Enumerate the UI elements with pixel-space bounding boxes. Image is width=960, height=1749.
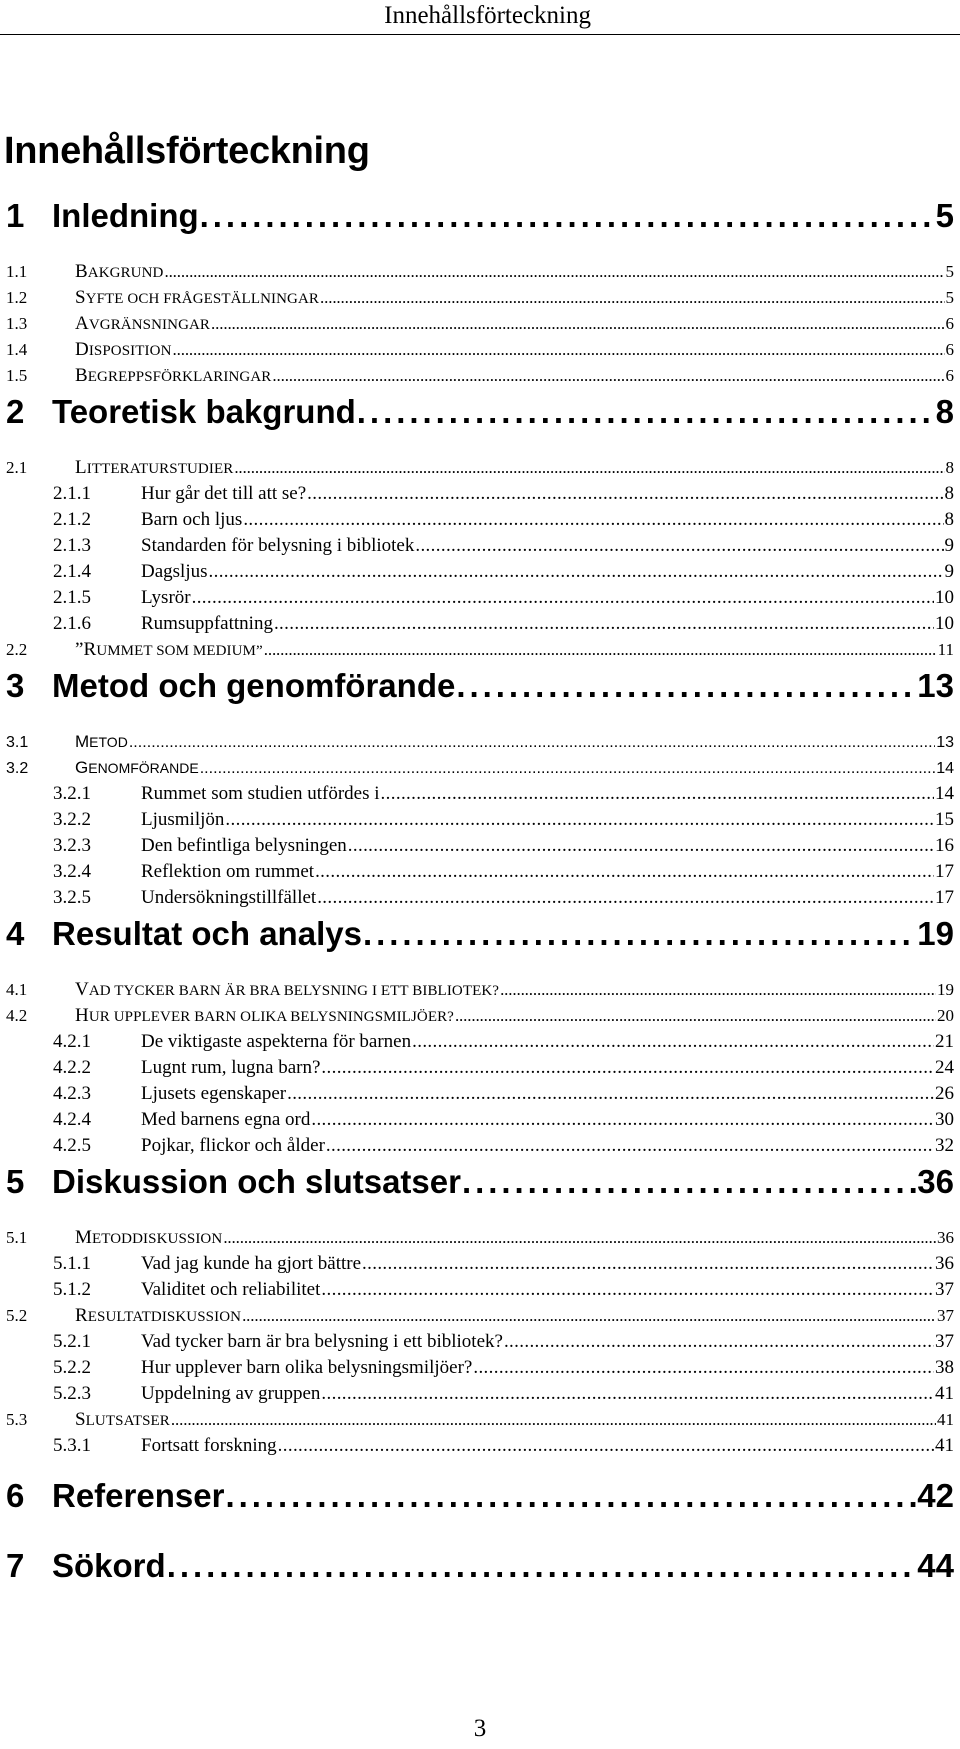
toc-leader-dots [242, 1302, 936, 1330]
toc-entry-title: Rummet som studien utfördes i [141, 783, 380, 804]
toc-entry-title: Undersökningstillfället [141, 887, 317, 908]
toc-entry-page: 38 [935, 1357, 954, 1378]
toc-entry[interactable] [6, 1541, 954, 1591]
toc-entry-page: 17 [935, 861, 954, 882]
toc-leader-dots [200, 191, 935, 241]
toc-entry-page: 36 [917, 1163, 954, 1200]
toc-entry-number: 2 [6, 393, 25, 430]
toc-entry[interactable] [53, 1380, 954, 1408]
toc-entry-number: 2.2 [6, 640, 28, 659]
toc-entry[interactable] [53, 806, 954, 834]
toc-entry-number: 1.1 [6, 262, 28, 281]
toc-leader-dots [357, 387, 935, 437]
toc-entry-title: Vad tycker barn är bra belysning i ett bibliotek? [141, 1331, 503, 1352]
toc-entry-page: 36 [937, 1228, 954, 1247]
toc-leader-dots [412, 1028, 934, 1056]
toc-entry[interactable] [53, 884, 954, 912]
toc-entry-number: 4.2 [6, 1006, 28, 1025]
toc-leader-dots [326, 1132, 934, 1160]
toc-entry-number: 1.3 [6, 314, 28, 333]
toc-entry-page: 13 [917, 667, 954, 704]
toc-entry-title: LITTERATURSTUDIER [75, 457, 234, 478]
toc-entry-title: De viktigaste aspekterna för barnen [141, 1031, 412, 1052]
toc-entry-number: 3 [6, 667, 25, 704]
toc-entry-page: 36 [935, 1253, 954, 1274]
toc-entry-number: 7 [6, 1547, 25, 1584]
toc-entry-title: Lugnt rum, lugna barn? [141, 1057, 321, 1078]
toc-entry-title: Lysrör [141, 587, 191, 608]
toc-entry-page: 41 [935, 1435, 954, 1456]
page-number-value: 3 [473, 1715, 487, 1742]
toc-entry-page: 10 [935, 587, 954, 608]
toc-entry-number: 4.2.4 [53, 1109, 91, 1130]
toc-entry-page: 6 [945, 366, 954, 385]
toc-entry-title: DISPOSITION [75, 339, 172, 360]
toc-leader-dots [320, 284, 944, 312]
toc-entry-number: 3.2.1 [53, 783, 91, 804]
toc-leader-dots [315, 858, 934, 886]
toc-entry-title: Sökord [52, 1547, 166, 1584]
toc-leader-dots [223, 1224, 936, 1252]
toc-entry-page: 6 [945, 340, 954, 359]
toc-entry[interactable] [53, 1250, 954, 1278]
toc-leader-dots [473, 1354, 934, 1382]
toc-entry-number: 4.2.1 [53, 1031, 91, 1052]
toc-entry-page: 17 [935, 887, 954, 908]
toc-entry-title: Reflektion om rummet [141, 861, 315, 882]
toc-entry-number: 1.5 [6, 366, 28, 385]
toc-entry[interactable] [53, 1080, 954, 1108]
toc-entry-title: Resultat och analys [52, 915, 362, 952]
toc-entry-title: BAKGRUND [75, 261, 164, 282]
toc-entry-page: 30 [935, 1109, 954, 1130]
toc-leader-dots [278, 1432, 934, 1460]
toc-entry-title: SYFTE OCH FRÅGESTÄLLNINGAR [75, 287, 320, 308]
toc-entry-number: 5.2.3 [53, 1383, 91, 1404]
toc-entry-page: 14 [936, 760, 954, 777]
toc-entry-title: METOD [75, 732, 128, 751]
toc-entry-title: GENOMFÖRANDE [75, 758, 199, 777]
toc-entry-number: 1.2 [6, 288, 28, 307]
toc-entry[interactable] [53, 1276, 954, 1304]
toc-entry-number: 4.2.5 [53, 1135, 91, 1156]
toc-entry-title: Inledning [52, 197, 199, 234]
toc-entry-page: 11 [937, 640, 954, 659]
toc-entry-title: Referenser [52, 1477, 225, 1514]
toc-entry-number: 5 [6, 1163, 25, 1200]
toc-entry-page: 19 [917, 915, 954, 952]
toc-leader-dots [225, 806, 934, 834]
toc-entry-title: METODDISKUSSION [75, 1227, 223, 1248]
toc-leader-dots [321, 1054, 934, 1082]
toc-entry-title: Rumsuppfattning [141, 613, 273, 634]
toc-entry[interactable] [53, 558, 954, 586]
toc-leader-dots [287, 1080, 934, 1108]
toc-leader-dots [211, 310, 944, 338]
toc-entry[interactable] [53, 532, 954, 560]
toc-entry[interactable] [6, 661, 954, 711]
toc-entry-number: 2.1.3 [53, 535, 91, 556]
toc-entry-page: 8 [944, 509, 954, 530]
toc-entry-page: 13 [936, 734, 954, 751]
toc-entry[interactable] [6, 1406, 954, 1434]
toc-entry-page: 10 [935, 613, 954, 634]
toc-leader-dots [209, 558, 944, 586]
toc-entry-number: 3.2.5 [53, 887, 91, 908]
toc-entry-page: 41 [935, 1383, 954, 1404]
toc-entry-page: 37 [935, 1279, 954, 1300]
toc-entry-page: 32 [935, 1135, 954, 1156]
toc-entry-title: Hur upplever barn olika belysningsmiljöer? [141, 1357, 473, 1378]
toc-entry[interactable] [53, 584, 954, 612]
toc-entry-page: 21 [935, 1031, 954, 1052]
toc-entry[interactable] [6, 1471, 954, 1521]
toc-leader-dots [192, 584, 934, 612]
toc-entry[interactable] [6, 336, 954, 364]
toc-entry-number: 2.1.6 [53, 613, 91, 634]
toc-leader-dots [234, 454, 944, 482]
toc-entry-title: ”RUMMET SOM MEDIUM” [75, 639, 263, 660]
toc-entry-number: 5.2 [6, 1306, 28, 1325]
toc-entry-page: 42 [917, 1477, 954, 1514]
toc-entry-page: 37 [935, 1331, 954, 1352]
toc-leader-dots [171, 1406, 936, 1434]
toc-entry-number: 3.2.3 [53, 835, 91, 856]
toc-entry[interactable] [6, 258, 954, 286]
toc-leader-dots [200, 755, 936, 783]
toc-entry[interactable] [53, 1132, 954, 1160]
toc-leader-dots [462, 1157, 916, 1207]
toc-entry-number: 5.1 [6, 1228, 28, 1247]
toc-entry[interactable] [53, 1354, 954, 1382]
toc-entry[interactable] [6, 754, 954, 782]
toc-entry-title: Teoretisk bakgrund [52, 393, 356, 430]
toc-entry-number: 4.2.2 [53, 1057, 91, 1078]
toc-leader-dots [415, 532, 943, 560]
toc-entry-page: 8 [944, 483, 954, 504]
toc-entry[interactable] [53, 832, 954, 860]
toc-entry-number: 3.2 [6, 760, 29, 777]
toc-entry[interactable] [6, 1002, 954, 1030]
toc-entry[interactable] [53, 858, 954, 886]
toc-leader-dots [504, 1328, 934, 1356]
toc-entry-title: RESULTATDISKUSSION [75, 1305, 242, 1326]
toc-entry-title: Dagsljus [141, 561, 208, 582]
toc-entry[interactable] [53, 1328, 954, 1356]
toc-entry-number: 4 [6, 915, 25, 952]
toc-entry-number: 4.1 [6, 980, 28, 999]
toc-leader-dots [321, 1380, 934, 1408]
toc-entry-title: Validitet och reliabilitet [141, 1279, 321, 1300]
toc-entry-number: 5.2.2 [53, 1357, 91, 1378]
toc-entry-page: 20 [937, 1006, 954, 1025]
toc-entry-number: 1 [6, 197, 25, 234]
toc-entry-number: 5.1.1 [53, 1253, 91, 1274]
toc-entry-number: 5.1.2 [53, 1279, 91, 1300]
toc-leader-dots [264, 636, 937, 664]
toc-entry-page: 6 [945, 314, 954, 333]
toc-entry-title: BEGREPPSFÖRKLARINGAR [75, 365, 272, 386]
toc-entry-title: HUR UPPLEVER BARN OLIKA BELYSNINGSMILJÖER? [75, 1005, 454, 1026]
toc-entry-page: 16 [935, 835, 954, 856]
running-header-title: Innehållsförteckning [384, 2, 591, 29]
toc-entry-number: 5.3 [6, 1410, 28, 1429]
toc-entry-number: 4.2.3 [53, 1083, 91, 1104]
toc-entry-title: AVGRÄNSNINGAR [75, 313, 211, 334]
toc-leader-dots [173, 336, 945, 364]
toc-leader-dots [455, 1002, 936, 1030]
toc-entry[interactable] [6, 310, 954, 338]
toc-entry-page: 24 [935, 1057, 954, 1078]
toc-entry[interactable] [6, 362, 954, 390]
toc-entry-number: 1.4 [6, 340, 28, 359]
toc-leader-dots [348, 832, 934, 860]
toc-leader-dots [243, 506, 943, 534]
toc-entry[interactable] [6, 1157, 954, 1207]
toc-leader-dots [272, 362, 944, 390]
toc-leader-dots [274, 610, 934, 638]
toc-entry-number: 5.2.1 [53, 1331, 91, 1352]
toc-entry-page: 41 [937, 1410, 954, 1429]
toc-entry[interactable] [6, 1302, 954, 1330]
toc-entry[interactable] [53, 1432, 954, 1460]
toc-entry[interactable] [53, 1054, 954, 1082]
page-title: Innehållsförteckning [4, 130, 370, 172]
toc-entry[interactable] [6, 191, 954, 241]
toc-entry[interactable] [6, 284, 954, 312]
toc-entry[interactable] [6, 387, 954, 437]
toc-entry-number: 5.3.1 [53, 1435, 91, 1456]
toc-entry-number: 3.2.4 [53, 861, 91, 882]
toc-entry-page: 9 [944, 561, 954, 582]
toc-entry-title: Metod och genomförande [52, 667, 456, 704]
toc-entry-page: 5 [945, 288, 954, 307]
toc-leader-dots [317, 884, 934, 912]
toc-entry[interactable] [6, 1224, 954, 1252]
toc-leader-dots [225, 1471, 916, 1521]
toc-entry-title: Den befintliga belysningen [141, 835, 347, 856]
toc-entry-page: 26 [935, 1083, 954, 1104]
toc-entry[interactable] [6, 976, 954, 1004]
toc-entry-page: 8 [935, 393, 954, 430]
toc-entry-number: 2.1.5 [53, 587, 91, 608]
toc-entry[interactable] [6, 636, 954, 664]
toc-entry-page: 9 [944, 535, 954, 556]
toc-entry-title: Pojkar, flickor och ålder [141, 1135, 325, 1156]
toc-entry[interactable] [53, 610, 954, 638]
toc-entry-page: 19 [937, 980, 954, 999]
toc-entry-title: Diskussion och slutsatser [52, 1163, 461, 1200]
toc-entry-title: Ljusmiljön [141, 809, 225, 830]
page-number [0, 1714, 960, 1744]
toc-entry-page: 14 [935, 783, 954, 804]
toc-entry-title: Vad jag kunde ha gjort bättre [141, 1253, 362, 1274]
toc-entry[interactable] [6, 454, 954, 482]
toc-entry[interactable] [53, 480, 954, 508]
toc-entry-title: Standarden för belysning i bibliotek [141, 535, 415, 556]
toc-leader-dots [311, 1106, 934, 1134]
toc-entry-number: 6 [6, 1477, 25, 1514]
toc-entry-title: Hur går det till att se? [141, 483, 307, 504]
toc-entry-page: 5 [945, 262, 954, 281]
toc-entry[interactable] [53, 1028, 954, 1056]
toc-leader-dots [129, 729, 935, 757]
toc-entry[interactable] [6, 728, 954, 756]
toc-entry-number: 2.1.4 [53, 561, 91, 582]
toc-entry-page: 37 [937, 1306, 954, 1325]
toc-leader-dots [307, 480, 943, 508]
toc-leader-dots [362, 1250, 934, 1278]
toc-entry-number: 3.1 [6, 734, 29, 751]
toc-leader-dots [164, 258, 944, 286]
toc-entry-title: Ljusets egenskaper [141, 1083, 287, 1104]
toc-leader-dots [167, 1541, 917, 1591]
toc-entry-page: 15 [935, 809, 954, 830]
toc-entry-title: Fortsatt forskning [141, 1435, 277, 1456]
toc-entry-number: 3.2.2 [53, 809, 91, 830]
toc-entry-title: Uppdelning av gruppen [141, 1383, 321, 1404]
toc-entry-title: SLUTSATSER [75, 1409, 170, 1430]
toc-entry-page: 44 [917, 1547, 954, 1584]
toc-leader-dots [363, 909, 916, 959]
toc-leader-dots [381, 780, 934, 808]
toc-entry-page: 8 [945, 458, 954, 477]
toc-entry-number: 2.1 [6, 458, 28, 477]
toc-entry-title: VAD TYCKER BARN ÄR BRA BELYSNING I ETT BIBLIOTEK? [75, 979, 500, 1000]
toc-leader-dots [456, 661, 916, 711]
toc-entry[interactable] [53, 780, 954, 808]
toc-entry-number: 2.1.1 [53, 483, 91, 504]
toc-leader-dots [500, 976, 936, 1004]
toc-entry[interactable] [53, 1106, 954, 1134]
toc-entry-page: 5 [935, 197, 954, 234]
toc-entry-title: Med barnens egna ord [141, 1109, 311, 1130]
toc-entry[interactable] [53, 506, 954, 534]
toc-leader-dots [321, 1276, 934, 1304]
toc-entry-number: 2.1.2 [53, 509, 91, 530]
toc-entry[interactable] [6, 909, 954, 959]
toc-entry-title: Barn och ljus [141, 509, 243, 530]
